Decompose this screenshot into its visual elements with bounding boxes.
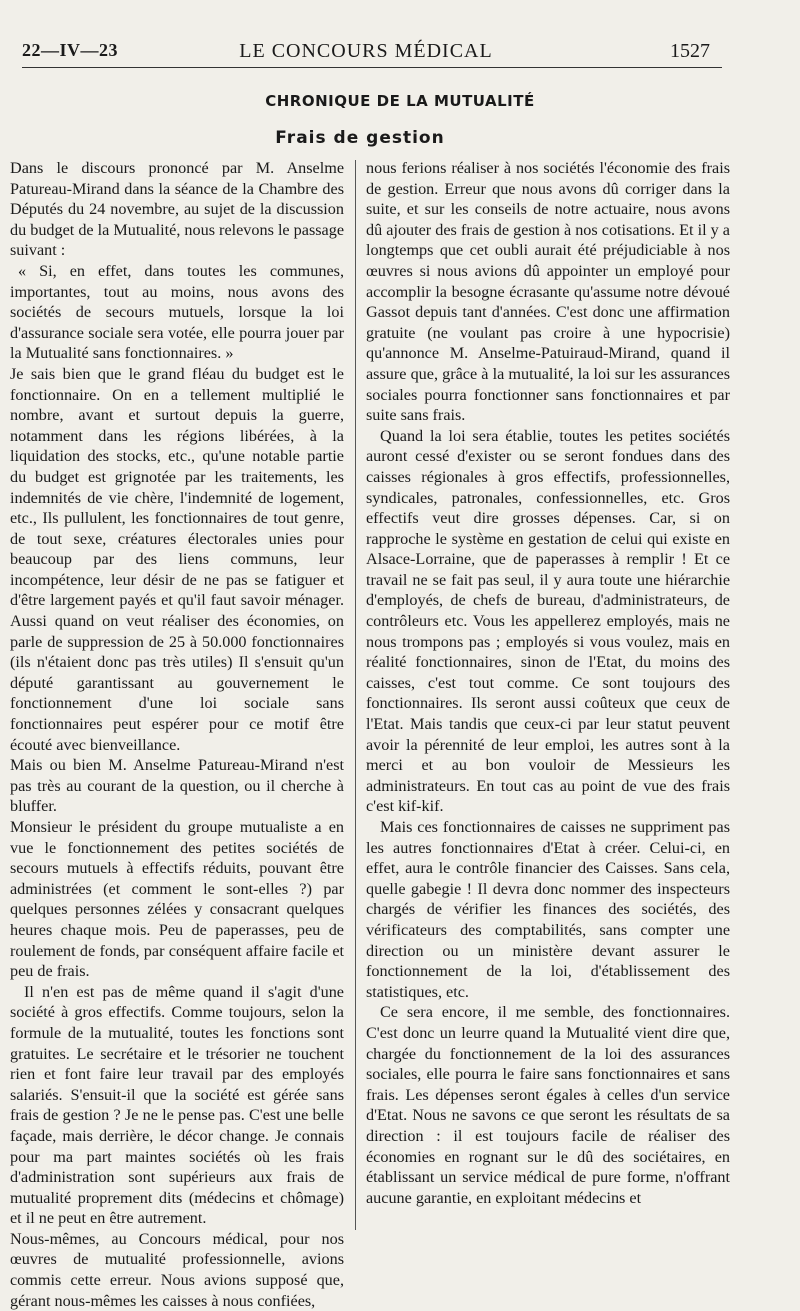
journal-title: LE CONCOURS MÉDICAL	[239, 40, 493, 62]
paragraph: Monsieur le président du groupe mutualiste a en vue le fonctionnement des petites sociétés de secours mutuels à effectifs réduits, pouvant être administrées (et comment le sont-elles ?) par quelques personnes zélées y consacrant quelques heures chaque mois. Peu de paperasses, peu de roulement de fonds, par conséquent affaire facile et peu de frais.	[10, 818, 344, 981]
paragraph: Mais ou bien M. Anselme Patureau-Mirand n'est pas très au courant de la question, ou il cherche à bluffer.	[10, 756, 344, 816]
column-divider	[355, 160, 356, 1230]
paragraph: Ce sera encore, il me semble, des fonctionnaires. C'est donc un leurre quand la Mutualité vient dire que, chargée du fonctionnement de la loi des assurances sociales, elle pourra le faire sans fonctionnaires et sans frais. Les dépenses seront égales à celles d'un service d'Etat. Nous ne savons ce que seront les résultats de sa direction : il est toujours facile de réaliser des économies en rognant sur le dû des sociétaires, en établissant un service médical de pure forme, n'offrant aucune garantie, en exploitant médecins et	[366, 1003, 730, 1207]
page-number: 1527	[670, 40, 710, 62]
left-column	[10, 158, 344, 1311]
paragraph: Quand la loi sera établie, toutes les petites sociétés auront cessé d'exister ou se seront fondues dans des caisses régionales à gros effectifs, professionnelles, syndicales, patronales, confessionnelles, etc. Gros effectifs veut dire grosses dépenses. Car, si on rapproche le système en gestation de celui qui existe en Alsace-Lorraine, que de paperasses à remplir ! Et ce travail ne se fait pas seul, il y aura toute une hiérarchie d'employés, de chefs de bureau, d'administrateurs, de contrôleurs etc. Vous les appellerez employés, mais ne nous trompons pas ; employés si vous voulez, mais en réalité fonctionnaires, sinon de l'Etat, du moins des caisses, c'est tout comme. Ce sont toujours des fonctionnaires. Ils seront aussi coûteux que ceux de l'Etat. Mais tandis que ceux-ci par leur statut peuvent avoir la pérennité de leur emploi, les autres sont à la merci et au bon vouloir de Messieurs les administrateurs. En tout cas au point de vue des frais c'est kif-kif.	[366, 426, 730, 816]
article-subtitle: Frais de gestion	[275, 128, 445, 148]
paragraph: Dans le discours prononcé par M. Anselme Patureau-Mirand dans la séance de la Chambre des Députés du 24 novembre, au sujet de la discussion du budget de la Mutualité, nous relevons le passage suivant :	[10, 159, 345, 260]
quote-paragraph: « Si, en effet, dans toutes les communes, importantes, tout au moins, nous avons des sociétés de secours mutuels, lorsque la loi d'assurance sociale sera votée, elle pourra jouer par la Mutualité sans fonctionnaires. »	[10, 261, 344, 363]
page-header	[22, 40, 710, 66]
paragraph: Mais ces fonctionnaires de caisses ne suppriment pas les autres fonctionnaires d'Etat à créer. Celui-ci, en effet, aura le contrôle financier des Caisses. Sans cela, quelle gabegie ! Il devra donc nommer des inspecteurs chargés de vérifier les finances des sociétés, des vérificateurs des comptabilités, sans compter une direction ou un ministère devant assurer le fonctionnement de la loi, d'établissement des statistiques, etc.	[366, 818, 730, 1001]
paragraph: Il n'en est pas de même quand il s'agit d'une société à gros effectifs. Comme toujours, selon la formule de la mutualité, toutes les fonctions sont gratuites. Le secrétaire et le trésorier ne touchent rien et font faire leur travail par des employés salariés. S'ensuit-il que la société est gérée sans frais de gestion ? Je ne le pense pas. C'est une belle façade, mais derrière, le décor change. Je connais pour ma part maintes sociétés où les frais d'administration sont supérieurs aux frais de mutualité proprement dits (médecins et chômage) et il ne peut en être autrement.	[10, 982, 344, 1228]
section-title: CHRONIQUE DE LA MUTUALITÉ	[265, 92, 535, 110]
header-rule	[22, 67, 722, 68]
paragraph: Je sais bien que le grand fléau du budget est le fonctionnaire. On en a tellement multiplié le nombre, avant et surtout depuis la guerre, notamment dans les régions libérées, à la liquidation des stocks, etc., qu'une notable partie du budget est grignotée par les traitements, les indemnités de vie chère, l'indemnité de logement, etc., Ils pullulent, les fonctionnaires de tout genre, de tout sexe, créatures électorales unies pour beaucoup par des liens communs, leur incompétence, leur désir de ne pas se fatiguer et d'être largement payés et qu'il faut savoir ménager. Aussi quand on veut réaliser des économies, on parle de suppression de 25 à 50.000 fonctionnaires (ils n'étaient donc pas très utiles) Il s'ensuit qu'un député garantissant au gouvernement le fonctionnement d'une loi sociale sans fonctionnaires peut espérer pour ce motif être écouté avec bienveillance.	[10, 364, 344, 754]
right-column	[366, 158, 730, 1208]
header-date: 22—IV—23	[22, 40, 119, 60]
paragraph: nous ferions réaliser à nos sociétés l'économie des frais de gestion. Erreur que nous avons dû corriger dans la suite, et sur les conseils de notre actuaire, nous avons dû ajouter des frais de gestion à nos cotisations. Et il y a longtemps que cet oubli aurait été préjudiciable à nos œuvres si nous avions dû appointer un employé pour accomplir la besogne écrasante qu'assume notre dévoué Gassot depuis tant d'années. C'est donc une affirmation gratuite (ne voulant pas croire à une hypocrisie) qu'annonce M. Anselme-Patuiraud-Mirand, quand il assure que, grâce à la mutualité, la loi sur les assurances sociales pourra fonctionner sans fonctionnaires et par suite sans frais.	[366, 159, 730, 425]
paragraph: Nous-mêmes, au Concours médical, pour nos œuvres de mutualité professionnelle, avions commis cette erreur. Nous avions supposé que, gérant nous-mêmes les caisses à nous confiées,	[10, 1229, 344, 1310]
